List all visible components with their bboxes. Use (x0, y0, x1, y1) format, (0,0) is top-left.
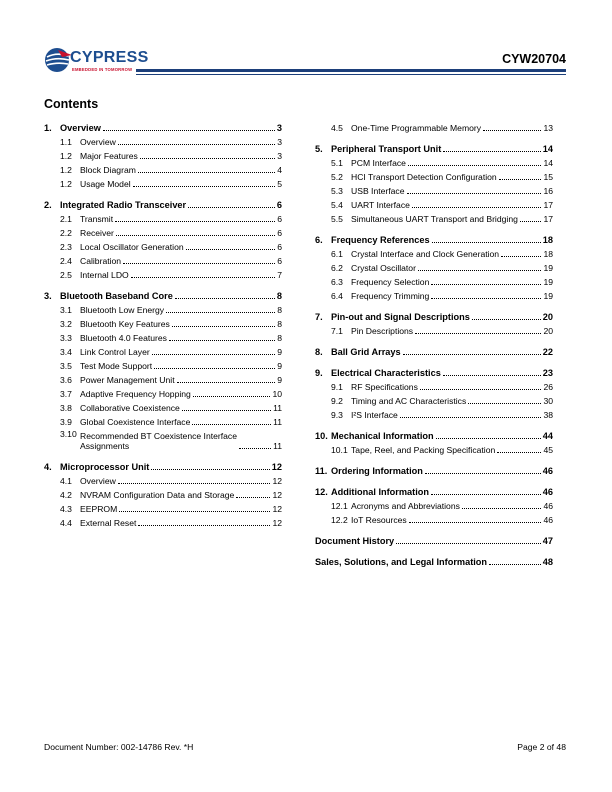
toc-page-number: 9 (277, 347, 282, 357)
toc-page-number: 12 (272, 490, 282, 500)
toc-chapter-entry[interactable] (44, 287, 282, 301)
toc-leader-dots (415, 332, 541, 334)
toc-entry-title: USB Interface (351, 186, 405, 196)
toc-entry-number: 3.4 (60, 347, 72, 357)
toc-entry-number: 12.1 (331, 501, 348, 511)
toc-chapter-entry[interactable] (315, 140, 553, 154)
toc-entry-number: 10.1 (331, 445, 348, 455)
toc-section-entry[interactable] (315, 378, 553, 392)
toc-section-entry[interactable] (44, 371, 282, 385)
toc-leader-dots (188, 206, 275, 208)
toc-page-number: 18 (542, 235, 553, 245)
toc-entry-number: 3.2 (60, 319, 72, 329)
toc-entry-title: Adaptive Frequency Hopping (80, 389, 191, 399)
toc-entry-title: Electrical Characteristics (331, 368, 441, 378)
toc-leader-dots (436, 437, 541, 439)
toc-section-entry[interactable] (315, 497, 553, 511)
toc-page-number: 8 (277, 333, 282, 343)
toc-page-number: 11 (273, 441, 282, 451)
toc-section-entry[interactable] (44, 133, 282, 147)
toc-entry-title: Bluetooth Key Features (80, 319, 170, 329)
toc-leader-dots (408, 164, 542, 166)
toc-page-number: 12 (272, 476, 282, 486)
toc-entry-title: EEPROM (80, 504, 118, 514)
toc-section-entry[interactable] (315, 119, 553, 133)
toc-leader-dots (192, 423, 271, 425)
toc-section-entry[interactable] (315, 245, 553, 259)
toc-leader-dots (118, 143, 275, 145)
toc-entry-title: Frequency References (331, 235, 430, 245)
toc-entry-number: 6.1 (331, 249, 343, 259)
toc-entry-number: 2.2 (60, 228, 72, 238)
toc-entry-title: Internal LDO (80, 270, 129, 280)
toc-leader-dots (468, 402, 541, 404)
toc-chapter-entry[interactable] (44, 119, 282, 133)
toc-leader-dots (462, 507, 542, 509)
toc-leader-dots (119, 510, 270, 512)
toc-entry-number: 1.2 (60, 151, 72, 161)
toc-entry-title: IoT Resources (351, 515, 407, 525)
toc-entry-number: 4. (44, 462, 52, 472)
toc-chapter-entry[interactable] (315, 462, 553, 476)
toc-section-entry[interactable] (315, 287, 553, 301)
toc-entry-title: Overview (80, 476, 116, 486)
toc-entry-number: 5.1 (331, 158, 343, 168)
toc-section-entry[interactable] (44, 238, 282, 252)
toc-leader-dots (483, 129, 541, 131)
toc-chapter-entry[interactable] (315, 483, 553, 497)
toc-section-entry[interactable] (44, 413, 282, 427)
toc-leader-dots (432, 241, 541, 243)
toc-leader-dots (489, 563, 541, 565)
toc-section-entry[interactable] (315, 259, 553, 273)
toc-entry-title: Bluetooth Low Energy (80, 305, 165, 315)
toc-leader-dots (443, 150, 540, 152)
toc-entry-number: 11. (315, 466, 328, 476)
toc-entry-number: 6.2 (331, 263, 343, 273)
toc-leader-dots (154, 367, 275, 369)
toc-entry-title: Major Features (80, 151, 138, 161)
toc-leader-dots (193, 395, 271, 397)
toc-entry-number: 5.3 (331, 186, 343, 196)
toc-entry-number: 8. (315, 347, 323, 357)
toc-entry-title: Timing and AC Characteristics (351, 396, 467, 406)
toc-section-entry[interactable] (44, 210, 282, 224)
toc-entry-number: 2.1 (60, 214, 72, 224)
toc-entry-title: Ball Grid Arrays (331, 347, 401, 357)
toc-entry-title: Test Mode Support (80, 361, 153, 371)
toc-entry-number: 12. (315, 487, 328, 497)
toc-page-number: 16 (543, 186, 553, 196)
toc-entry-number: 3.9 (60, 417, 72, 427)
toc-entry-title: Ordering Information (331, 466, 423, 476)
toc-entry-number: 9.2 (331, 396, 343, 406)
toc-entry-title: RF Specifications (351, 382, 418, 392)
toc-entry-title: UART Interface (351, 200, 410, 210)
toc-page-number: 20 (542, 312, 553, 322)
toc-entry-title-line2: Assignments (80, 441, 130, 451)
toc-page-number: 23 (542, 368, 553, 378)
toc-section-entry[interactable] (44, 357, 282, 371)
toc-leader-dots (425, 472, 541, 474)
toc-chapter-entry[interactable] (315, 532, 553, 546)
toc-entry-title: Mechanical Information (331, 431, 434, 441)
toc-leader-dots (431, 297, 541, 299)
header-rule-thick (136, 69, 566, 72)
toc-entry-title: Local Oscillator Generation (80, 242, 184, 252)
toc-chapter-entry[interactable] (315, 308, 553, 322)
toc-entry-number: 2. (44, 200, 52, 210)
toc-page-number: 11 (273, 403, 282, 413)
toc-entry-title: Microprocessor Unit (60, 462, 150, 472)
toc-page-number: 19 (543, 277, 553, 287)
toc-page-number: 48 (542, 557, 553, 567)
toc-entry-number: 1.1 (60, 137, 72, 147)
toc-page-number: 3 (277, 137, 282, 147)
toc-entry-title: Pin-out and Signal Descriptions (331, 312, 470, 322)
toc-section-entry[interactable] (44, 500, 282, 514)
toc-leader-dots (172, 325, 275, 327)
toc-leader-dots (236, 496, 270, 498)
toc-section-entry[interactable] (44, 175, 282, 189)
toc-section-entry[interactable] (44, 266, 282, 280)
toc-page-number: 6 (277, 256, 282, 266)
toc-entry-number: 4.4 (60, 518, 72, 528)
toc-page-number: 44 (542, 431, 553, 441)
toc-entry-number: 3.6 (60, 375, 72, 385)
toc-section-entry[interactable] (315, 392, 553, 406)
toc-leader-dots (520, 220, 542, 222)
toc-leader-dots (151, 468, 269, 470)
toc-page-number: 12 (272, 518, 282, 528)
toc-section-entry[interactable] (315, 406, 553, 420)
toc-section-entry[interactable] (315, 168, 553, 182)
toc-page-number: 14 (542, 144, 553, 154)
toc-page-number: 46 (542, 487, 553, 497)
toc-entry-title: Simultaneous UART Transport and Bridging (351, 214, 518, 224)
toc-entry-number: 6.3 (331, 277, 343, 287)
toc-chapter-entry[interactable] (44, 458, 282, 472)
toc-section-entry[interactable] (315, 196, 553, 210)
toc-left-column (44, 119, 282, 528)
toc-entry-title: Document History (315, 536, 395, 546)
toc-entry-title: PCM Interface (351, 158, 406, 168)
toc-leader-dots (420, 388, 542, 390)
toc-page-number: 5 (277, 179, 282, 189)
toc-entry-number: 9.3 (331, 410, 343, 420)
logo-wordmark: CYPRESS (70, 49, 149, 66)
toc-entry-number: 2.4 (60, 256, 72, 266)
toc-leader-dots (499, 178, 542, 180)
toc-entry-title: Transmit (80, 214, 114, 224)
toc-page-number: 17 (543, 200, 553, 210)
toc-entry-number: 3.5 (60, 361, 72, 371)
toc-leader-dots (177, 381, 276, 383)
toc-entry-number: 7.1 (331, 326, 343, 336)
toc-page-number: 15 (543, 172, 553, 182)
toc-entry-title: HCI Transport Detection Configuration (351, 172, 497, 182)
toc-chapter-entry[interactable] (315, 553, 553, 567)
toc-page-number: 38 (543, 410, 553, 420)
toc-section-entry[interactable] (44, 486, 282, 500)
toc-section-entry[interactable] (315, 210, 553, 224)
toc-leader-dots (497, 451, 541, 453)
toc-entry-number: 1.2 (60, 165, 72, 175)
toc-section-entry[interactable] (44, 343, 282, 357)
toc-entry-title: Pin Descriptions (351, 326, 414, 336)
toc-entry-title: Overview (60, 123, 101, 133)
toc-leader-dots (431, 283, 541, 285)
toc-entry-number: 12.2 (331, 515, 348, 525)
toc-leader-dots (152, 353, 275, 355)
toc-page-number: 11 (273, 417, 282, 427)
toc-section-entry[interactable] (315, 154, 553, 168)
toc-entry-title: Power Management Unit (80, 375, 175, 385)
toc-entry-title: Frequency Trimming (351, 291, 430, 301)
toc-leader-dots (118, 482, 271, 484)
toc-entry-title: Sales, Solutions, and Legal Information (315, 557, 488, 567)
toc-section-entry[interactable] (44, 329, 282, 343)
toc-entry-title: Receiver (80, 228, 114, 238)
toc-leader-dots (443, 374, 541, 376)
toc-page-number: 26 (543, 382, 553, 392)
toc-section-entry[interactable] (315, 322, 553, 336)
toc-entry-number: 10. (315, 431, 328, 441)
toc-section-entry[interactable] (315, 273, 553, 287)
toc-entry-number: 3.1 (60, 305, 72, 315)
toc-page-number: 20 (543, 326, 553, 336)
header-rule-thin (136, 74, 566, 75)
toc-leader-dots (140, 157, 275, 159)
toc-leader-dots (407, 192, 542, 194)
toc-entry-number: 5. (315, 144, 323, 154)
toc-entry-number: 5.2 (331, 172, 343, 182)
toc-page-number: 14 (543, 158, 553, 168)
toc-entry-number: 9. (315, 368, 323, 378)
toc-entry-title: Additional Information (331, 487, 429, 497)
toc-page-number: 22 (542, 347, 553, 357)
toc-entry-title: NVRAM Configuration Data and Storage (80, 490, 235, 500)
toc-chapter-entry[interactable] (44, 196, 282, 210)
toc-entry-number: 2.5 (60, 270, 72, 280)
toc-entry-title: Global Coexistence Interface (80, 417, 191, 427)
toc-entry-title: Bluetooth Baseband Core (60, 291, 173, 301)
contents-heading: Contents (44, 97, 99, 111)
toc-chapter-entry[interactable] (315, 364, 553, 378)
toc-page-number: 7 (277, 270, 282, 280)
footer-page-number: Page 2 of 48 (517, 742, 566, 752)
toc-entry-number: 6.4 (331, 291, 343, 301)
toc-section-entry[interactable] (44, 252, 282, 266)
toc-leader-dots (239, 447, 271, 449)
toc-entry-number: 9.1 (331, 382, 343, 392)
toc-section-entry[interactable] (44, 472, 282, 486)
toc-entry-title: Block Diagram (80, 165, 136, 175)
toc-entry-title: Recommended BT Coexistence Interface (80, 431, 237, 441)
toc-section-entry[interactable] (44, 147, 282, 161)
footer-document-number: Document Number: 002-14786 Rev. *H (44, 742, 194, 752)
toc-entry-number: 5.4 (331, 200, 343, 210)
toc-entry-number: 6. (315, 235, 323, 245)
toc-chapter-entry[interactable] (315, 231, 553, 245)
toc-right-column (315, 119, 553, 567)
toc-leader-dots (418, 269, 541, 271)
toc-entry-title: One-Time Programmable Memory (351, 123, 482, 133)
toc-page-number: 3 (276, 123, 282, 133)
toc-page-number: 8 (277, 305, 282, 315)
toc-entry-number: 4.3 (60, 504, 72, 514)
toc-page-number: 19 (543, 263, 553, 273)
toc-section-entry[interactable] (44, 427, 282, 451)
toc-entry-number: 7. (315, 312, 323, 322)
toc-page-number: 6 (276, 200, 282, 210)
toc-page-number: 46 (542, 466, 553, 476)
toc-chapter-entry[interactable] (315, 343, 553, 357)
toc-section-entry[interactable] (44, 224, 282, 238)
toc-section-entry[interactable] (44, 385, 282, 399)
toc-page-number: 46 (543, 501, 553, 511)
toc-section-entry[interactable] (315, 182, 553, 196)
toc-page-number: 9 (277, 361, 282, 371)
toc-entry-number: 1. (44, 123, 52, 133)
toc-page-number: 12 (271, 462, 282, 472)
toc-entry-title: Peripheral Transport Unit (331, 144, 442, 154)
toc-leader-dots (103, 129, 275, 131)
toc-entry-title: Crystal Interface and Clock Generation (351, 249, 500, 259)
toc-entry-title: Calibration (80, 256, 122, 266)
toc-leader-dots (166, 311, 275, 313)
toc-chapter-entry[interactable] (315, 427, 553, 441)
toc-page-number: 6 (277, 228, 282, 238)
toc-page-number: 13 (543, 123, 553, 133)
toc-section-entry[interactable] (44, 514, 282, 528)
toc-section-entry[interactable] (315, 441, 553, 455)
toc-entry-number: 5.5 (331, 214, 343, 224)
document-title: CYW20704 (502, 52, 566, 66)
toc-leader-dots (403, 353, 541, 355)
toc-section-entry[interactable] (44, 161, 282, 175)
toc-entry-title: Crystal Oscillator (351, 263, 416, 273)
toc-entry-title: Integrated Radio Transceiver (60, 200, 187, 210)
toc-entry-title: Usage Model (80, 179, 131, 189)
toc-entry-number: 2.3 (60, 242, 72, 252)
toc-page-number: 30 (543, 396, 553, 406)
toc-leader-dots (131, 276, 275, 278)
toc-leader-dots (186, 248, 276, 250)
toc-section-entry[interactable] (44, 399, 282, 413)
toc-entry-number: 3.10 (60, 429, 77, 439)
toc-section-entry[interactable] (44, 315, 282, 329)
toc-entry-number: 4.2 (60, 490, 72, 500)
toc-leader-dots (501, 255, 541, 257)
toc-entry-number: 1.2 (60, 179, 72, 189)
toc-leader-dots (409, 521, 542, 523)
toc-page-number: 9 (277, 375, 282, 385)
toc-section-entry[interactable] (315, 511, 553, 525)
toc-entry-number: 3.3 (60, 333, 72, 343)
toc-page-number: 4 (277, 165, 282, 175)
toc-entry-title: Tape, Reel, and Packing Specification (351, 445, 496, 455)
toc-page-number: 8 (277, 319, 282, 329)
toc-page-number: 10 (272, 389, 282, 399)
toc-leader-dots (472, 318, 541, 320)
toc-page-number: 8 (276, 291, 282, 301)
toc-leader-dots (396, 542, 541, 544)
toc-page-number: 12 (272, 504, 282, 514)
toc-entry-title: Bluetooth 4.0 Features (80, 333, 167, 343)
toc-entry-title: Acronyms and Abbreviations (351, 501, 460, 511)
toc-leader-dots (175, 297, 275, 299)
toc-leader-dots (133, 185, 276, 187)
toc-leader-dots (182, 409, 271, 411)
toc-entry-number: 3.8 (60, 403, 72, 413)
toc-entry-title: Frequency Selection (351, 277, 430, 287)
toc-entry-title: Overview (80, 137, 116, 147)
toc-leader-dots (138, 524, 270, 526)
toc-entry-number: 4.1 (60, 476, 72, 486)
toc-page-number: 6 (277, 242, 282, 252)
toc-page-number: 45 (543, 445, 553, 455)
toc-page-number: 3 (277, 151, 282, 161)
toc-entry-number: 4.5 (331, 123, 343, 133)
toc-leader-dots (169, 339, 275, 341)
toc-leader-dots (400, 416, 542, 418)
toc-page-number: 6 (277, 214, 282, 224)
toc-page-number: 46 (543, 515, 553, 525)
toc-entry-number: 3. (44, 291, 52, 301)
toc-leader-dots (116, 234, 275, 236)
toc-entry-number: 3.7 (60, 389, 72, 399)
toc-entry-title: External Reset (80, 518, 137, 528)
toc-page-number: 18 (543, 249, 553, 259)
toc-page-number: 47 (542, 536, 553, 546)
toc-entry-title: Collaborative Coexistence (80, 403, 180, 413)
toc-leader-dots (431, 493, 541, 495)
toc-entry-title: I²S Interface (351, 410, 398, 420)
logo-tagline: EMBEDDED IN TOMORROW (72, 67, 133, 72)
toc-leader-dots (412, 206, 542, 208)
toc-page-number: 17 (543, 214, 553, 224)
toc-leader-dots (138, 171, 275, 173)
toc-leader-dots (115, 220, 275, 222)
toc-page-number: 19 (543, 291, 553, 301)
toc-leader-dots (123, 262, 275, 264)
toc-entry-title: Link Control Layer (80, 347, 150, 357)
toc-section-entry[interactable] (44, 301, 282, 315)
